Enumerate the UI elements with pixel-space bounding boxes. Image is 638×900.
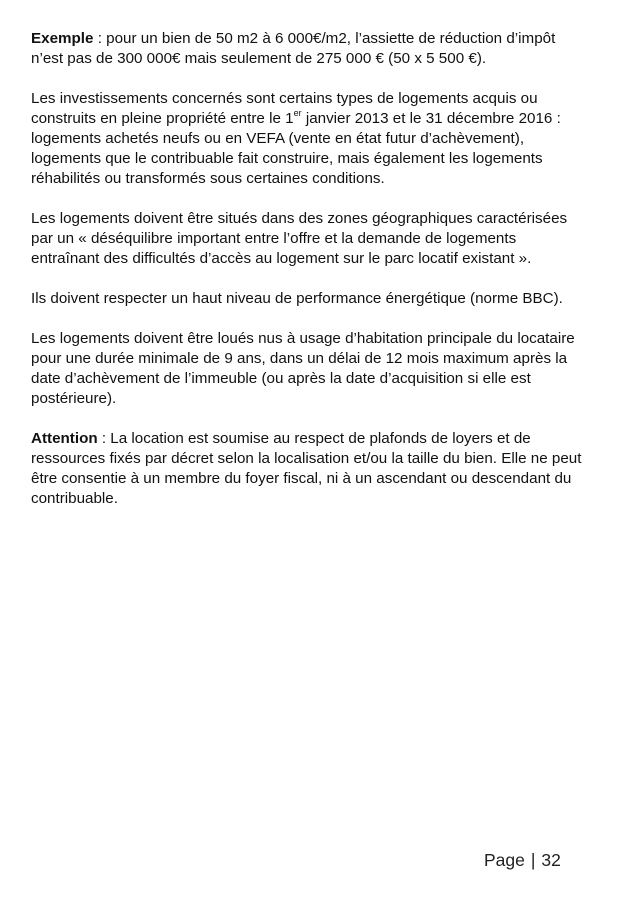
- body-text: [31, 29, 587, 529]
- investments-text-end: janvier 2013 et le 31 décembre 2016 : logements achetés neufs ou en VEFA (vente en état futur d’achèvement), logements que le contribuable fait construire, mais également les logements réhabilités ou transformés sous certaines conditions.: [31, 110, 561, 187]
- example-label: Exemple: [31, 30, 94, 47]
- energy-paragraph: Ils doivent respecter un haut niveau de performance énergétique (norme BBC).: [31, 290, 563, 307]
- attention-label: Attention: [31, 430, 98, 447]
- attention-text: : La location est soumise au respect de plafonds de loyers et de ressources fixés par décret selon la localisation et/ou la taille du bien. Elle ne peut être consentie à un membre du foyer fiscal, ni à un ascendant ou descendant du contribuable.: [31, 430, 582, 507]
- zones-paragraph: Les logements doivent être situés dans des zones géographiques caractérisées par un « déséquilibre important entre l’offre et la demande de logements entraînant des difficultés d’accès au logement sur le parc locatif existant ».: [31, 210, 568, 267]
- investments-paragraph: [31, 89, 587, 189]
- footer-separator: |: [530, 850, 536, 870]
- investments-text-start: Les investissements concernés sont certains types de logements acquis ou construits en pleine propriété entre le 1: [31, 90, 538, 127]
- ordinal-superscript: er: [293, 107, 302, 118]
- page-number: 32: [541, 850, 561, 870]
- page-label: Page: [484, 850, 525, 870]
- attention-paragraph: [31, 429, 587, 509]
- rental-paragraph: Les logements doivent être loués nus à usage d’habitation principale du locataire pour une durée minimale de 9 ans, dans un délai de 12 mois maximum après la date d’achèvement de l’immeuble (ou après la date d’acquisition si elle est postérieure).: [31, 330, 575, 407]
- page-footer: [484, 847, 561, 873]
- example-text: : pour un bien de 50 m2 à 6 000€/m2, l’assiette de réduction d’impôt n’est pas de 300 000€ mais seulement de 275 000 € (50 x 5 500 €).: [31, 30, 556, 67]
- example-paragraph: [31, 29, 587, 69]
